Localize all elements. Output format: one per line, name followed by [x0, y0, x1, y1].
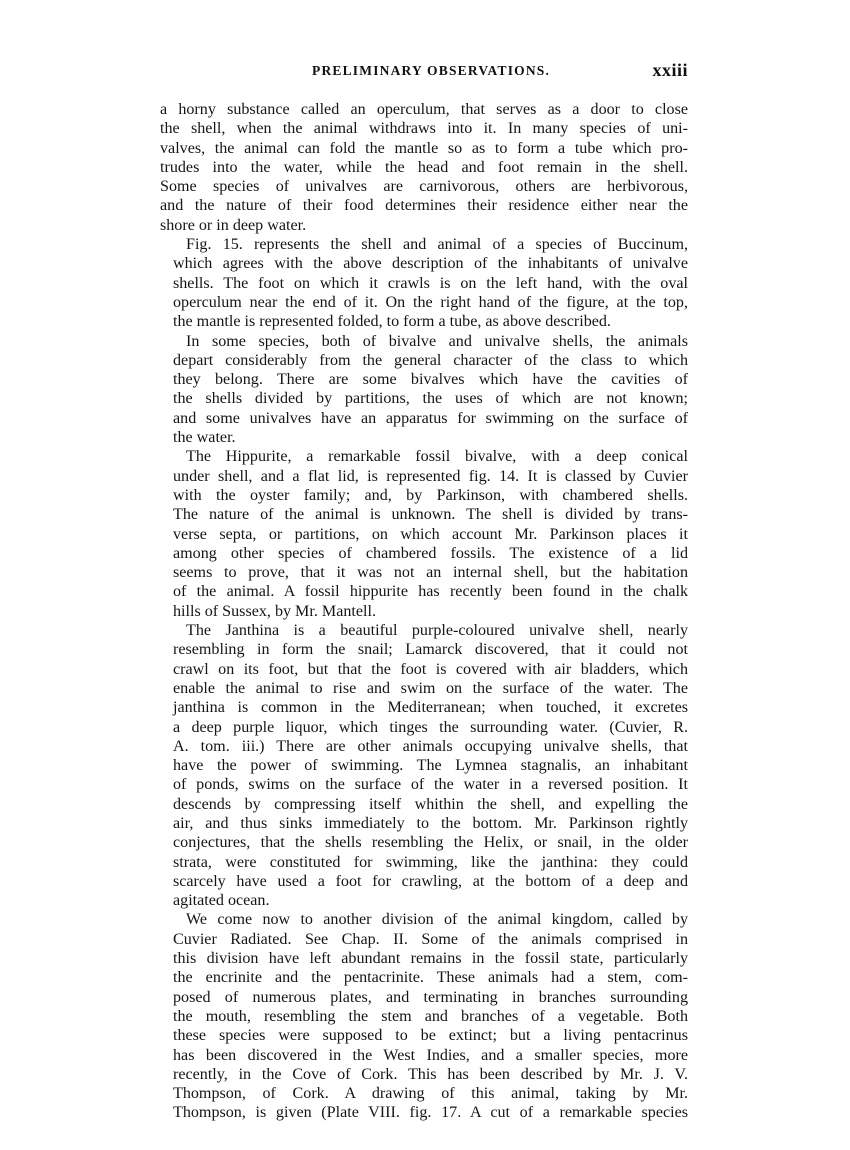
paragraph	[160, 621, 688, 910]
text-line: Some species of univalves are carnivorous, others are herbivorous,	[160, 178, 688, 196]
text-line: crawl on its foot, but that the foot is covered with air bladders, which	[173, 660, 688, 678]
text-line: of ponds, swims on the surface of the water in a reversed position. It	[173, 776, 688, 794]
running-head-title: PRELIMINARY OBSERVATIONS.	[312, 63, 551, 78]
text-line	[160, 332, 688, 351]
text-line	[160, 447, 688, 466]
text-line: a deep purple liquor, which tinges the surrounding water. (Cuvier, R.	[173, 718, 688, 736]
text-line: air, and thus sinks immediately to the bottom. Mr. Parkinson rightly	[173, 814, 688, 832]
text-line: verse septa, or partitions, on which account Mr. Parkinson places it	[173, 525, 688, 543]
paragraph	[160, 910, 688, 1122]
text-line: shells. The foot on which it crawls is on the left hand, with the oval	[173, 274, 688, 292]
text-line: agitated ocean.	[173, 892, 270, 910]
text-line-content: Fig. 15. represents the shell and animal of a species of Buccinum,	[186, 236, 688, 254]
text-line: among other species of chambered fossils. The existence of a lid	[173, 544, 688, 562]
text-line: strata, were constituted for swimming, like the janthina: they could	[173, 853, 688, 871]
text-line-content: We come now to another division of the animal kingdom, called by	[186, 911, 688, 929]
text-line: the shell, when the animal withdraws into it. In many species of uni-	[160, 120, 688, 138]
paragraph	[160, 100, 688, 235]
text-line: have the power of swimming. The Lymnea stagnalis, an inhabitant	[173, 757, 688, 775]
paragraph	[160, 447, 688, 621]
text-line: posed of numerous plates, and terminating in branches surrounding	[173, 988, 688, 1006]
text-line: enable the animal to rise and swim on the surface of the water. The	[173, 679, 688, 697]
text-line: and the nature of their food determines their residence either near the	[160, 197, 688, 215]
text-line: janthina is common in the Mediterranean; when touched, it excretes	[173, 699, 688, 717]
text-line: A. tom. iii.) There are other animals occupying univalve shells, that	[173, 737, 688, 755]
text-line: which agrees with the above description of the inhabitants of univalve	[173, 255, 688, 273]
text-line: seems to prove, that it was not an internal shell, but the habitation	[173, 564, 688, 582]
text-line: operculum near the end of it. On the right hand of the figure, at the top,	[173, 293, 688, 311]
text-line: the mouth, resembling the stem and branches of a vegetable. Both	[173, 1007, 688, 1025]
text-line: The nature of the animal is unknown. The shell is divided by trans-	[173, 506, 688, 524]
page-number: xxiii	[652, 60, 688, 80]
text-line	[160, 621, 688, 640]
text-line: Thompson, of Cork. A drawing of this animal, taking by Mr.	[173, 1085, 688, 1103]
text-line: this division have left abundant remains in the fossil state, particularly	[173, 950, 688, 968]
text-line: trudes into the water, while the head and foot remain in the shell.	[160, 158, 688, 176]
running-head	[160, 60, 688, 83]
paragraph	[160, 332, 688, 448]
text-line: conjectures, that the shells resembling the Helix, or snail, in the older	[173, 834, 688, 852]
text-line: and some univalves have an apparatus for swimming on the surface of	[173, 409, 688, 427]
text-line: has been discovered in the West Indies, and a smaller species, more	[173, 1046, 688, 1064]
text-line: the water.	[173, 429, 236, 447]
text-line: resembling in form the snail; Lamarck discovered, that it could not	[173, 641, 688, 659]
text-line: these species were supposed to be extinct; but a living pentacrinus	[173, 1027, 688, 1045]
text-line: with the oyster family; and, by Parkinson, with chambered shells.	[173, 486, 688, 504]
text-line-content: In some species, both of bivalve and univalve shells, the animals	[186, 332, 688, 350]
text-line: hills of Sussex, by Mr. Mantell.	[173, 602, 376, 620]
text-line: descends by compressing itself whithin the shell, and expelling the	[173, 795, 688, 813]
text-line-content: The Janthina is a beautiful purple-coloured univalve shell, nearly	[186, 622, 688, 640]
text-line: valves, the animal can fold the mantle so as to form a tube which pro-	[160, 139, 688, 157]
text-line: recently, in the Cove of Cork. This has been described by Mr. J. V.	[173, 1065, 688, 1083]
text-line: under shell, and a flat lid, is represented fig. 14. It is classed by Cuvier	[173, 467, 688, 485]
text-line: a horny substance called an operculum, that serves as a door to close	[160, 101, 688, 118]
text-line: they belong. There are some bivalves which have the cavities of	[173, 371, 688, 389]
text-line-content: The Hippurite, a remarkable fossil bivalve, with a deep conical	[186, 448, 688, 466]
paragraph	[160, 235, 688, 331]
text-line	[160, 235, 688, 254]
body-text	[160, 100, 688, 1123]
text-line: the encrinite and the pentacrinite. These animals had a stem, com-	[173, 969, 688, 987]
text-line: the mantle is represented folded, to form a tube, as above described.	[173, 313, 611, 331]
text-line	[160, 910, 688, 929]
text-line: Thompson, is given (Plate VIII. fig. 17. A cut of a remarkable species	[173, 1104, 688, 1122]
text-line: of the animal. A fossil hippurite has recently been found in the chalk	[173, 583, 688, 601]
text-line: scarcely have used a foot for crawling, at the bottom of a deep and	[173, 872, 688, 890]
text-line: the shells divided by partitions, the uses of which are not known;	[173, 390, 688, 408]
text-line: depart considerably from the general character of the class to which	[173, 351, 688, 369]
text-line: shore or in deep water.	[160, 216, 307, 234]
text-line: Cuvier Radiated. See Chap. II. Some of the animals comprised in	[173, 930, 688, 948]
